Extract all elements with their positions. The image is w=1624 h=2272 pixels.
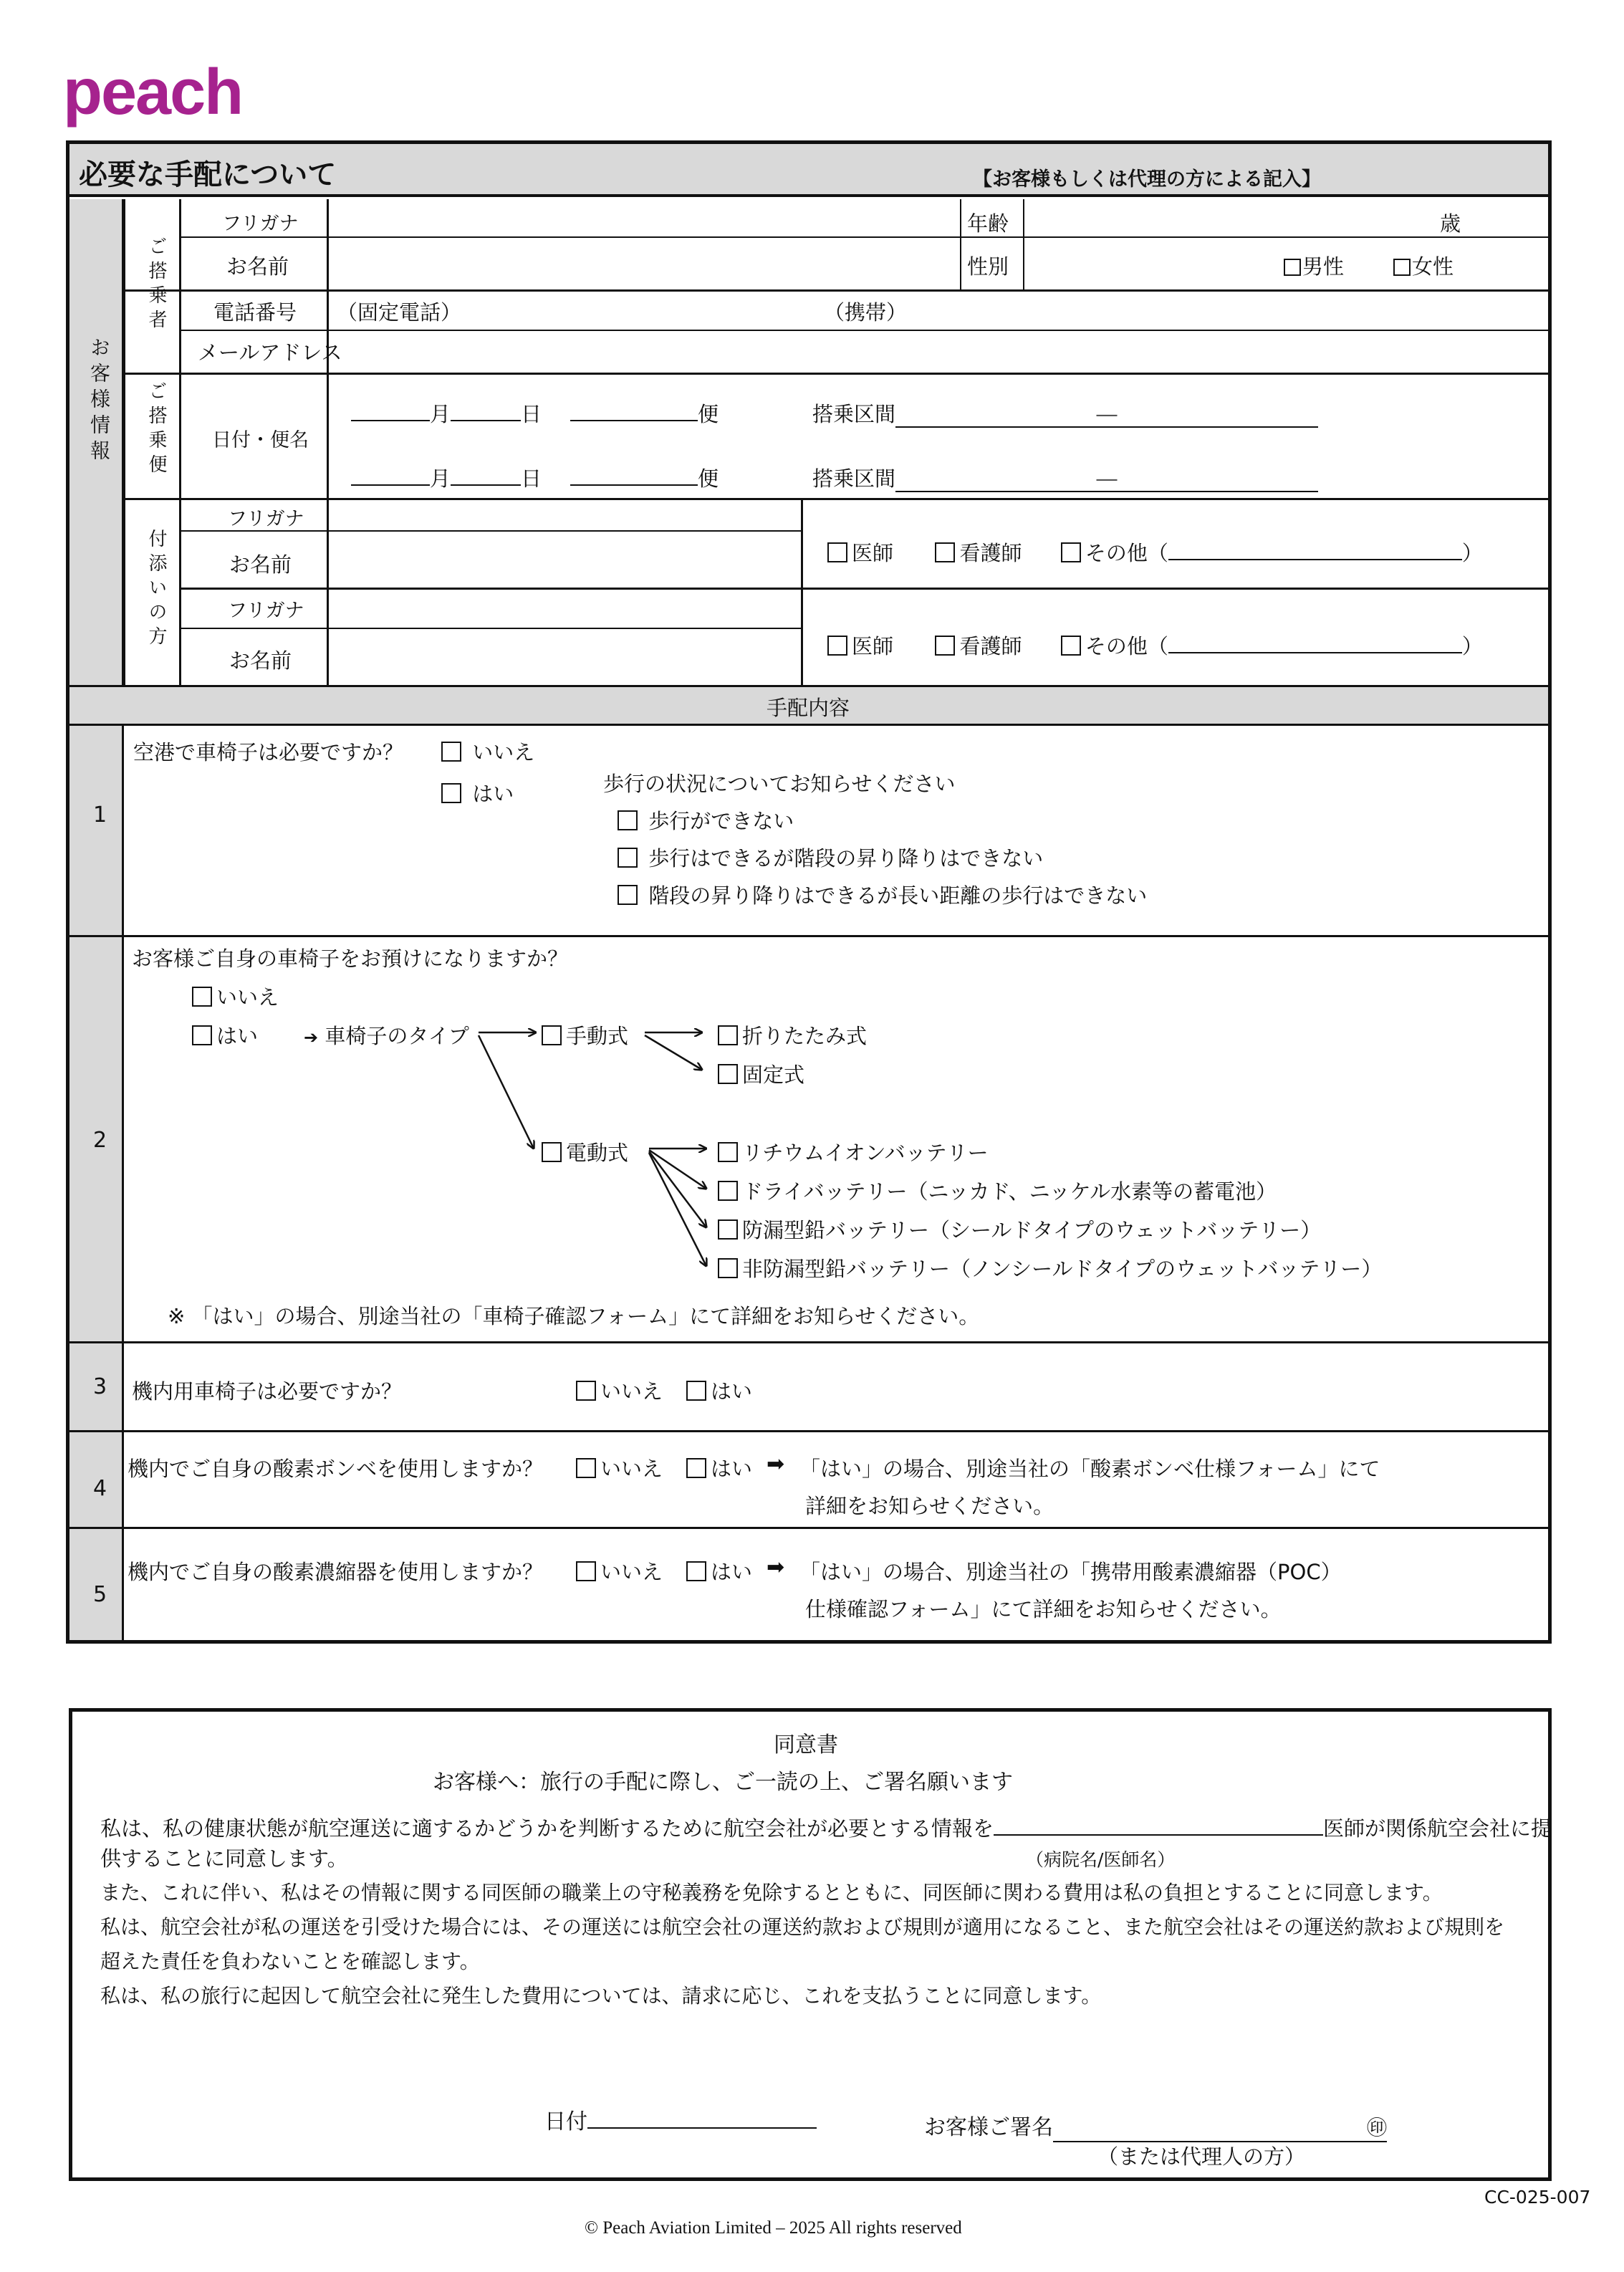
- age-label: 年齢: [967, 211, 1009, 236]
- q5-no-option[interactable]: いいえ: [576, 1556, 663, 1586]
- email-label: メールアドレス: [198, 340, 342, 365]
- customer-info-label: お客様情報: [87, 337, 111, 466]
- q2-manual-option[interactable]: 手動式: [542, 1020, 628, 1050]
- q4-yes-option[interactable]: はい: [686, 1453, 752, 1482]
- q2-folding-option[interactable]: 折りたたみ式: [718, 1020, 867, 1050]
- hospital-input[interactable]: [994, 1834, 1323, 1836]
- male-option[interactable]: 男性: [1284, 251, 1344, 280]
- q1-walk-option-3[interactable]: 階段の昇り降りはできるが長い距離の歩行はできない: [618, 880, 1147, 909]
- q5-no-checkbox[interactable]: [576, 1561, 596, 1581]
- copyright: © Peach Aviation Limited – 2025 All rights reserved: [585, 2218, 962, 2238]
- arrow-icon: ➔: [304, 1027, 319, 1048]
- q4-no-option[interactable]: いいえ: [576, 1453, 663, 1482]
- q2-fixed-checkbox[interactable]: [718, 1064, 738, 1084]
- q2-battery-option-2[interactable]: ドライバッテリー（ニッカド、ニッケル水素等の蓄電池）: [718, 1176, 1277, 1205]
- signature-field: お客様ご署名 ㊞: [924, 2109, 1387, 2142]
- mobile-label: （携帯）: [824, 300, 908, 325]
- arrangement-title: 手配内容: [767, 696, 850, 720]
- q1-question: 空港で車椅子は必要ですか？: [133, 740, 404, 764]
- companion-name-label-2: お名前: [229, 648, 292, 673]
- form-note: 【お客様もしくは代理の方による記入】: [973, 168, 1321, 191]
- q2-battery-option-3[interactable]: 防漏型鉛バッテリー（シールドタイプのウェットバッテリー）: [718, 1214, 1321, 1244]
- consent-title: 同意書: [774, 1732, 838, 1758]
- q2-fixed-option[interactable]: 固定式: [718, 1059, 804, 1088]
- q1-no-option[interactable]: いいえ: [441, 737, 534, 766]
- companion-name-label-1: お名前: [229, 552, 292, 577]
- consent-paragraph-4: 私は、私の旅行に起因して航空会社に発生した費用については、請求に応じ、これを支払うことに同意します。: [100, 1984, 1102, 2008]
- q1-number: 1: [93, 802, 107, 828]
- q5-arrow-icon: ➡: [767, 1555, 785, 1580]
- q1-walk-option-1[interactable]: 歩行ができない: [618, 805, 794, 835]
- sex-label: 性別: [967, 254, 1009, 279]
- date-input[interactable]: [587, 2127, 817, 2129]
- agent-note: （または代理人の方）: [1097, 2144, 1306, 2169]
- signature-input[interactable]: [1053, 2112, 1387, 2142]
- q2-battery-checkbox-2[interactable]: [718, 1181, 738, 1201]
- companion-role-2: 医師 看護師 その他（ ）: [827, 631, 1483, 660]
- phone-label: 電話番号: [213, 300, 297, 325]
- age-unit: 歳: [1440, 211, 1461, 236]
- q5-note-line-2: 仕様確認フォーム」にて詳細をお知らせください。: [805, 1597, 1282, 1621]
- q2-battery-checkbox-4[interactable]: [718, 1258, 738, 1278]
- q1-walk-prompt: 歩行の状況についてお知らせください: [603, 772, 956, 796]
- q2-no-option[interactable]: いいえ: [192, 982, 279, 1011]
- q4-note-line-1: 「はい」の場合、別途当社の「酸素ボンベ仕様フォーム」にて: [799, 1457, 1380, 1481]
- q4-yes-checkbox[interactable]: [686, 1458, 706, 1478]
- form-title: 必要な手配について: [79, 158, 337, 191]
- q2-battery-checkbox-3[interactable]: [718, 1219, 738, 1240]
- seal-icon: ㊞: [1366, 2116, 1387, 2139]
- companion-furigana-label-1: フリガナ: [228, 508, 304, 530]
- q2-note: ※ 「はい」の場合、別途当社の「車椅子確認フォーム」にて詳細をお知らせください。: [168, 1304, 980, 1328]
- name-label: お名前: [226, 254, 289, 279]
- q5-number: 5: [93, 1582, 107, 1607]
- q5-note-line-1: 「はい」の場合、別途当社の「携帯用酸素濃縮器（POC）: [799, 1560, 1342, 1584]
- flight-row-2: 月 日 便: [351, 463, 719, 492]
- furigana-label: フリガナ: [222, 213, 299, 235]
- q3-no-option[interactable]: いいえ: [576, 1376, 663, 1405]
- route-row-1: 搭乗区間 ―: [812, 398, 1318, 428]
- q2-type-label: ➔ 車椅子のタイプ: [304, 1024, 469, 1048]
- consent-paragraph-3b: 超えた責任を負わないことを確認します。: [100, 1950, 480, 1973]
- q3-number: 3: [93, 1374, 107, 1399]
- q2-yes-option[interactable]: はい: [192, 1020, 258, 1050]
- q5-question: 機内でご自身の酸素濃縮器を使用しますか？: [128, 1560, 544, 1584]
- q2-number: 2: [93, 1128, 107, 1153]
- q3-yes-option[interactable]: はい: [686, 1376, 752, 1405]
- q2-folding-checkbox[interactable]: [718, 1025, 738, 1045]
- q4-no-checkbox[interactable]: [576, 1458, 596, 1478]
- q1-walk-option-2[interactable]: 歩行はできるが階段の昇り降りはできない: [618, 843, 1043, 872]
- consent-subtitle: お客様へ：旅行の手配に際し、ご一読の上、ご署名願います: [433, 1770, 1013, 1795]
- q5-yes-option[interactable]: はい: [686, 1556, 752, 1586]
- consent-paragraph-1: 私は、私の健康状態が航空運送に適するかどうかを判断するために航空会社が必要とする情報を 医師が関係航空会社に提: [100, 1816, 1552, 1841]
- q1-yes-option[interactable]: はい: [441, 778, 514, 807]
- q3-question: 機内用車椅子は必要ですか？: [132, 1379, 403, 1404]
- route-input-1[interactable]: ―: [895, 402, 1318, 428]
- hospital-note: （病院名/医師名）: [1026, 1849, 1176, 1870]
- companion-label: 付添いの方: [145, 529, 167, 651]
- q4-arrow-icon: ➡: [767, 1452, 785, 1477]
- q2-electric-checkbox[interactable]: [542, 1142, 562, 1162]
- route-row-2: 搭乗区間 ―: [812, 463, 1318, 492]
- flight-row-1: 月 日 便: [351, 398, 719, 428]
- q2-manual-checkbox[interactable]: [542, 1025, 562, 1045]
- q4-note-line-2: 詳細をお知らせください。: [805, 1494, 1054, 1518]
- date-flight-label: 日付・便名: [212, 429, 309, 451]
- companion-furigana-label-2: フリガナ: [228, 600, 304, 622]
- q2-battery-option-1[interactable]: リチウムイオンバッテリー: [718, 1137, 989, 1166]
- companion-role-1: 医師 看護師 その他（ ）: [827, 537, 1483, 567]
- consent-paragraph-2: また、これに伴い、私はその情報に関する同医師の職業上の守秘義務を免除するとともに、同医師に関わる費用は私の負担とすることに同意します。: [100, 1881, 1443, 1904]
- female-option[interactable]: 女性: [1393, 251, 1454, 280]
- document-code: CC-025-007: [1484, 2187, 1591, 2208]
- q2-battery-option-4[interactable]: 非防漏型鉛バッテリー（ノンシールドタイプのウェットバッテリー）: [718, 1253, 1382, 1283]
- q4-number: 4: [93, 1476, 107, 1501]
- peach-logo: peach: [63, 57, 243, 128]
- passenger-label: ご搭乗者: [145, 236, 167, 334]
- q3-yes-checkbox[interactable]: [686, 1381, 706, 1401]
- consent-paragraph-3a: 私は、航空会社が私の運送を引受けた場合には、その運送には航空会社の運送約款および規則が適用になること、また航空会社はその運送約款および規則を: [100, 1915, 1505, 1939]
- q2-battery-checkbox-1[interactable]: [718, 1142, 738, 1162]
- q3-no-checkbox[interactable]: [576, 1381, 596, 1401]
- consent-paragraph-1-cont: 供することに同意します。: [100, 1846, 348, 1871]
- date-field: 日付: [544, 2104, 817, 2135]
- landline-label: （固定電話）: [337, 300, 462, 325]
- q4-question: 機内でご自身の酸素ボンベを使用しますか？: [128, 1457, 544, 1481]
- q2-electric-option[interactable]: 電動式: [542, 1137, 628, 1166]
- flight-label: ご搭乗便: [145, 381, 167, 479]
- q5-yes-checkbox[interactable]: [686, 1561, 706, 1581]
- q2-question: お客様ご自身の車椅子をお預けになりますか？: [132, 946, 569, 971]
- route-input-2[interactable]: ―: [895, 466, 1318, 492]
